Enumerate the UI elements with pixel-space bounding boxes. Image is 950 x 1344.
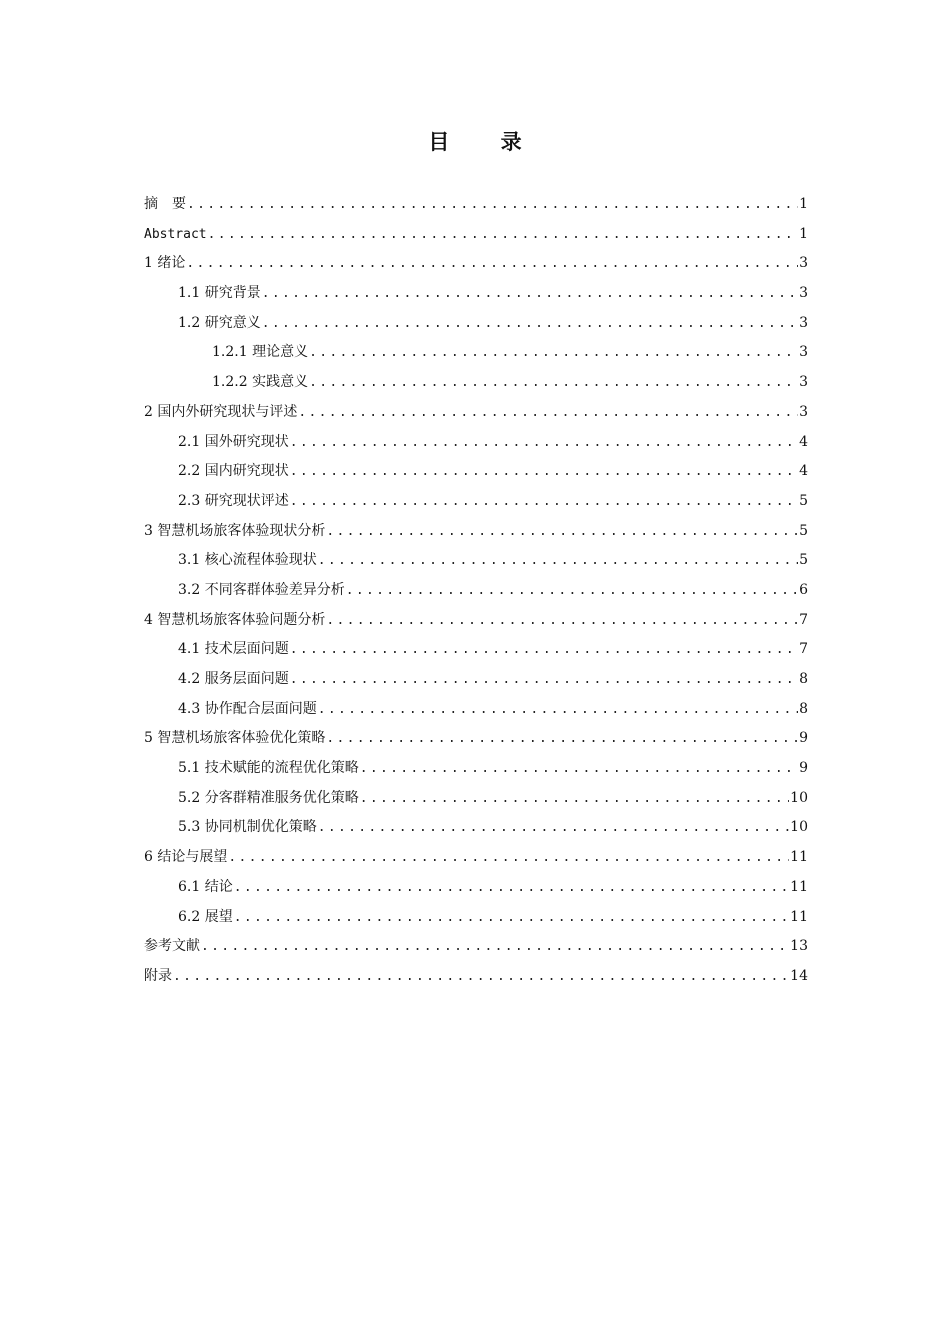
toc-dot-leader (326, 517, 798, 547)
toc-page-number: 4 (799, 433, 808, 450)
toc-entry-label: 1.2.2 实践意义 (212, 368, 309, 398)
toc-dot-leader (326, 606, 798, 636)
toc-entry-label: 4.3 协作配合层面问题 (178, 695, 318, 725)
toc-dot-leader (208, 220, 798, 250)
toc-dot-leader (201, 932, 789, 962)
toc-entry-label: 1.2 研究意义 (178, 309, 262, 339)
toc-dot-leader (290, 487, 798, 517)
toc-entry-label: 6.1 结论 (178, 873, 234, 903)
toc-page-number: 1 (799, 225, 808, 242)
toc-entry-section-3-2[interactable] (144, 576, 808, 606)
toc-dot-leader (187, 190, 798, 220)
toc-page-number: 4 (799, 463, 808, 480)
toc-entry-label: 摘 要 (144, 190, 187, 220)
toc-entry-label: 6.2 展望 (178, 903, 234, 933)
toc-entry-section-4-1[interactable] (144, 635, 808, 665)
toc-entry-section-2-3[interactable] (144, 487, 808, 517)
toc-page-number: 1 (799, 196, 808, 212)
toc-page-number: 3 (799, 285, 808, 302)
toc-page-number: 8 (799, 700, 808, 717)
toc-entry-label: 2.2 国内研究现状 (178, 457, 290, 487)
toc-dot-leader (326, 724, 798, 754)
toc-entry-label: 1.1 研究背景 (178, 279, 262, 309)
toc-dot-leader (228, 843, 789, 873)
toc-entry-chapter-4[interactable] (144, 606, 808, 636)
toc-entry-label: 4.1 技术层面问题 (178, 635, 290, 665)
toc-dot-leader (298, 398, 798, 428)
toc-dot-leader (346, 576, 798, 606)
toc-entry-section-5-2[interactable] (144, 784, 808, 814)
toc-dot-leader (186, 249, 798, 279)
toc-entry-section-2-2[interactable] (144, 457, 808, 487)
toc-entry-label: 3.1 核心流程体验现状 (178, 546, 318, 576)
toc-entry-label: 2.1 国外研究现状 (178, 428, 290, 458)
toc-page-number: 11 (790, 878, 808, 895)
toc-entry-chapter-3[interactable] (144, 517, 808, 547)
toc-page-number: 5 (799, 522, 808, 539)
toc-page-number: 10 (790, 819, 808, 836)
toc-page-number: 7 (799, 641, 808, 658)
toc-dot-leader (173, 962, 789, 992)
toc-entry-section-5-3[interactable] (144, 813, 808, 843)
toc-dot-leader (290, 665, 798, 695)
toc-entry-abstract-en[interactable] (144, 220, 808, 250)
toc-entry-label: 5.3 协同机制优化策略 (178, 813, 318, 843)
toc-entry-label: 2.3 研究现状评述 (178, 487, 290, 517)
toc-dot-leader (234, 873, 789, 903)
toc-entry-label: 3 智慧机场旅客体验现状分析 (144, 517, 326, 547)
toc-entry-label: 5.2 分客群精准服务优化策略 (178, 784, 360, 814)
toc-entry-section-3-1[interactable] (144, 546, 808, 576)
toc-page-number: 6 (799, 581, 808, 598)
toc-page-number: 10 (790, 789, 808, 806)
toc-entry-section-5-1[interactable] (144, 754, 808, 784)
toc-page-number: 8 (799, 671, 808, 687)
toc-entry-section-1-2-1[interactable] (144, 338, 808, 368)
toc-dot-leader (360, 754, 798, 784)
toc-dot-leader (262, 279, 798, 309)
toc-dot-leader (290, 457, 798, 487)
toc-entry-chapter-1[interactable] (144, 249, 808, 279)
toc-dot-leader (309, 368, 798, 398)
toc-page-number: 11 (790, 849, 808, 866)
toc-page-number: 9 (799, 760, 808, 777)
toc-page-number: 5 (799, 492, 808, 509)
toc-entry-label: 5 智慧机场旅客体验优化策略 (144, 724, 326, 754)
toc-entry-label: 3.2 不同客群体验差异分析 (178, 576, 346, 606)
toc-entry-label: 6 结论与展望 (144, 843, 228, 873)
toc-entry-label: 1 绪论 (144, 249, 186, 279)
toc-page-number: 3 (799, 344, 808, 361)
toc-page-number: 11 (790, 908, 808, 925)
toc-dot-leader (262, 309, 798, 339)
toc-entry-label: 4 智慧机场旅客体验问题分析 (144, 606, 326, 636)
toc-dot-leader (318, 546, 798, 576)
toc-entry-chapter-2[interactable] (144, 398, 808, 428)
toc-entry-label: 5.1 技术赋能的流程优化策略 (178, 754, 360, 784)
toc-page-number: 9 (799, 730, 808, 747)
toc-entry-section-2-1[interactable] (144, 428, 808, 458)
toc-entry-section-4-3[interactable] (144, 695, 808, 725)
toc-dot-leader (360, 784, 789, 814)
toc-entry-section-1-1[interactable] (144, 279, 808, 309)
toc-entry-section-6-1[interactable] (144, 873, 808, 903)
toc-dot-leader (318, 813, 789, 843)
toc-entry-chapter-6[interactable] (144, 843, 808, 873)
toc-page-number: 3 (799, 403, 808, 420)
toc-page-number: 3 (799, 255, 808, 272)
toc-list (144, 190, 808, 992)
toc-entry-label: 4.2 服务层面问题 (178, 665, 290, 695)
toc-dot-leader (290, 428, 798, 458)
toc-entry-section-1-2-2[interactable] (144, 368, 808, 398)
toc-page-number: 5 (799, 552, 808, 569)
toc-entry-label: Abstract (144, 220, 208, 250)
toc-page-number: 3 (799, 374, 808, 391)
toc-page-number: 13 (790, 938, 808, 955)
toc-entry-label: 参考文献 (144, 932, 201, 962)
toc-entry-abstract-cn[interactable] (144, 190, 808, 220)
toc-entry-label: 1.2.1 理论意义 (212, 338, 309, 368)
toc-entry-label: 附录 (144, 962, 173, 992)
toc-entry-references[interactable] (144, 932, 808, 962)
toc-entry-section-4-2[interactable] (144, 665, 808, 695)
toc-entry-section-1-2[interactable] (144, 309, 808, 339)
toc-title: 目 录 (428, 130, 544, 154)
toc-dot-leader (234, 903, 789, 933)
toc-page-number: 3 (799, 314, 808, 331)
toc-page-number: 7 (799, 611, 808, 628)
toc-dot-leader (309, 338, 798, 368)
toc-dot-leader (318, 695, 798, 725)
toc-entry-appendix[interactable] (144, 962, 808, 992)
toc-dot-leader (290, 635, 798, 665)
toc-page-number: 14 (790, 967, 808, 984)
toc-entry-chapter-5[interactable] (144, 724, 808, 754)
toc-entry-label: 2 国内外研究现状与评述 (144, 398, 298, 428)
toc-entry-section-6-2[interactable] (144, 903, 808, 933)
